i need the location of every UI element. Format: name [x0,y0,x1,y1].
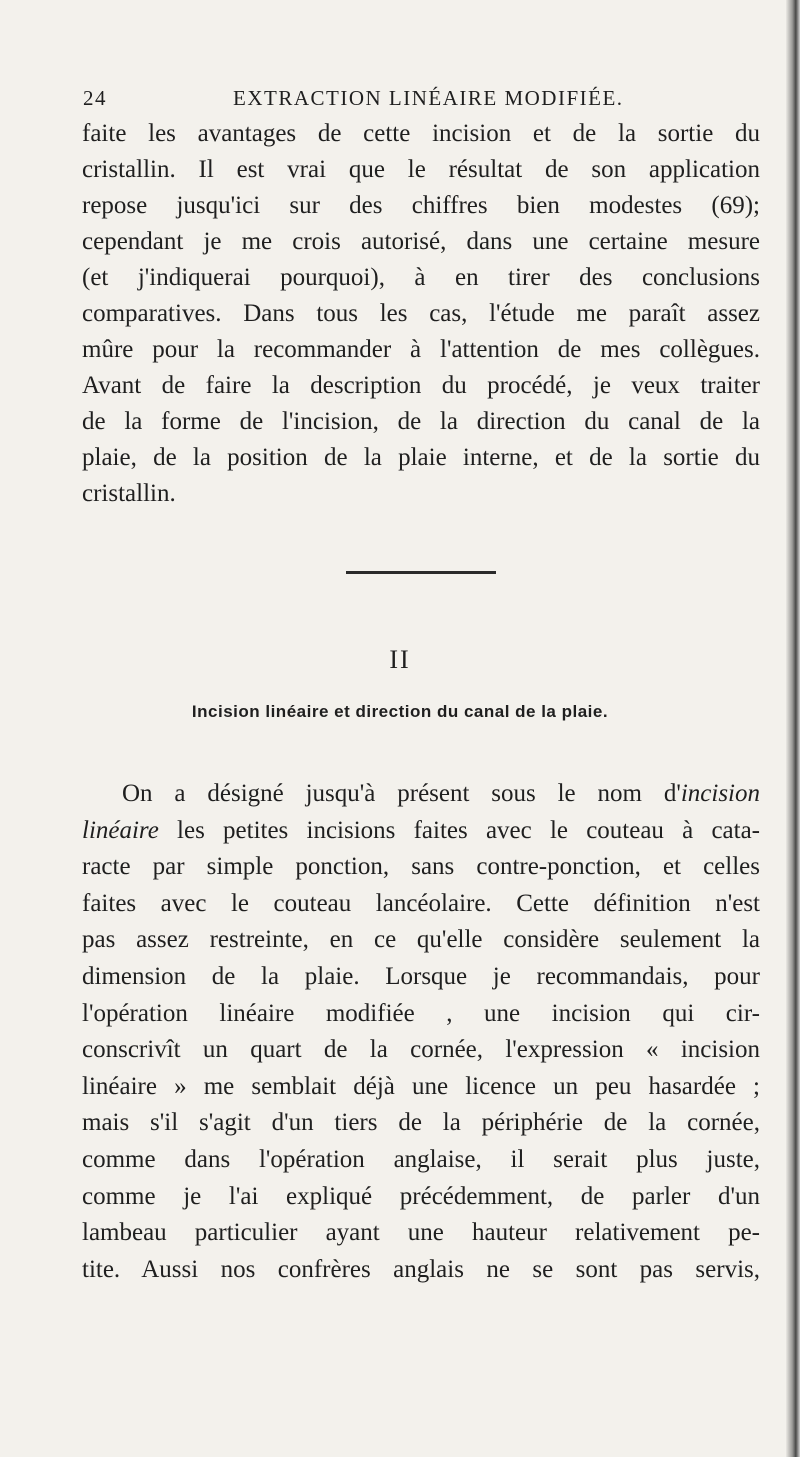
text-line: l'opération linéaire modifiée , une incision qui cir- [82,999,760,1027]
paragraph-2 [82,776,760,1288]
text-line: comme je l'ai expliqué précédemment, de parler d'un [82,1182,760,1210]
running-title: EXTRACTION LINÉAIRE MODIFIÉE. [233,86,624,110]
text-line: lambeau particulier ayant une hauteur relativement pe- [82,1219,760,1247]
text-line: plaie, de la position de la plaie interne, et de la sortie du [82,444,760,471]
text-fragment: les petites incisions faites avec le couteau à cata- [158,816,760,844]
text-line: faite les avantages de cette incision et de la sortie du [82,120,760,147]
text-line [82,813,760,850]
text-line: mais s'il s'agit d'un tiers de la périphérie de la cornée, [82,1109,760,1137]
text-line: mûre pour la recommander à l'attention de mes collègues. [82,336,760,363]
italic-term: linéaire [82,816,159,844]
page-number: 24 [83,86,107,110]
text-line: repose jusqu'ici sur des chiffres bien modestes (69); [82,192,760,219]
text-line: racte par simple ponction, sans contre-ponction, et celles [82,853,760,881]
text-line: cependant je me crois autorisé, dans une certaine mesure [82,228,760,255]
text-line: (et j'indiquerai pourquoi), à en tirer des conclusions [82,264,760,291]
paragraph-1 [82,116,760,512]
text-line: Avant de faire la description du procédé, je veux traiter [82,372,760,399]
text-line: dimension de la plaie. Lorsque je recommandais, pour [82,962,760,990]
text-line: tite. Aussi nos confrères anglais ne se sont pas servis, [82,1255,760,1283]
section-title: Incision linéaire et direction du canal de la plaie. [191,702,609,721]
text-line: faites avec le couteau lancéolaire. Cette définition n'est [82,889,760,917]
section-number: II [389,645,411,674]
running-head [83,86,733,112]
page-edge-shadow [786,0,800,1457]
text-line: linéaire » me semblait déjà une licence un peu hasardée ; [82,1072,760,1100]
text-line: conscrivît un quart de la cornée, l'expression « incision [82,1036,760,1064]
text-line: cristallin. Il est vrai que le résultat de son application [82,156,760,183]
text-line: comparatives. Dans tous les cas, l'étude me paraît assez [82,300,760,327]
text-line: de la forme de l'incision, de la direction du canal de la [82,408,760,435]
italic-term: incision [680,780,760,807]
text-fragment: On a désigné jusqu'à présent sous le nom d' [122,780,681,807]
section-divider [346,571,496,574]
text-line [82,776,760,813]
text-line: pas assez restreinte, en ce qu'elle considère seulement la [82,926,760,954]
text-line: cristallin. [82,480,176,507]
text-line: comme dans l'opération anglaise, il serait plus juste, [82,1145,760,1173]
